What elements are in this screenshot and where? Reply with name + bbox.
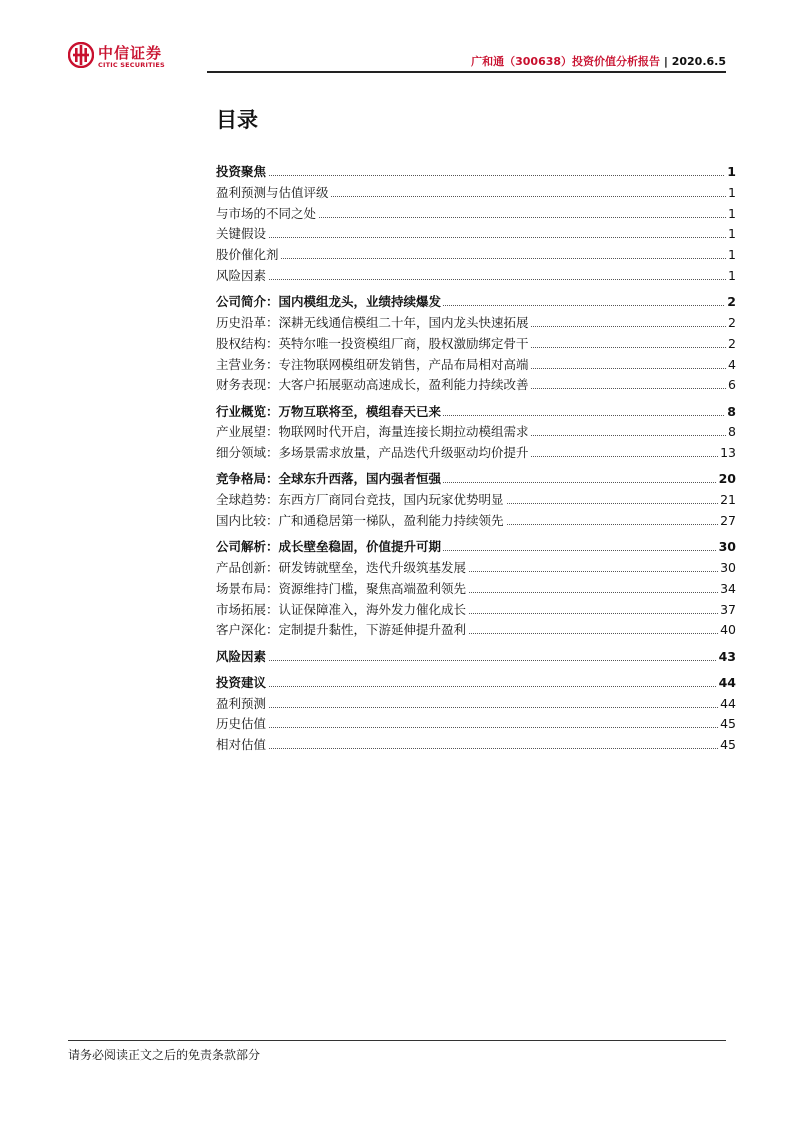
- toc-subsection-entry[interactable]: [216, 601, 736, 619]
- toc-subsection-entry[interactable]: [216, 512, 736, 530]
- citic-logo: [68, 42, 178, 72]
- toc-entry-page: 44: [720, 695, 736, 711]
- toc-entry-page: 30: [720, 560, 736, 575]
- toc-subsection-entry[interactable]: [216, 376, 736, 394]
- toc-entry-title: 历史估值: [216, 716, 267, 732]
- toc-entry-page: 45: [720, 737, 736, 753]
- toc-entry-title: 客户深化：定制提升黏性，下游延伸提升盈利: [216, 622, 467, 638]
- toc-entry-page: 20: [718, 471, 736, 487]
- toc-entry-page: 1: [728, 226, 736, 242]
- toc-subsection-entry[interactable]: [216, 267, 736, 285]
- toc-entry-title: 股权结构：英特尔唯一投资模组厂商，股权激励绑定骨干: [216, 335, 529, 351]
- toc-section-entry[interactable]: [216, 648, 736, 666]
- toc-entry-page: 43: [718, 648, 736, 664]
- toc-section-entry[interactable]: [216, 403, 736, 421]
- toc-entry-title: 公司简介：国内模组龙头，业绩持续爆发: [216, 294, 442, 310]
- toc-subsection-entry[interactable]: [216, 184, 736, 202]
- page-header: [0, 0, 793, 80]
- logo-english-name: CITIC SECURITIES: [98, 61, 165, 69]
- toc-subsection-entry[interactable]: [216, 205, 736, 223]
- toc-leader-dots: [216, 175, 736, 176]
- toc-entry-title: 公司解析：成长壁垒稳固，价值提升可期: [216, 539, 442, 555]
- toc-entry-title: 相对估值: [216, 737, 267, 753]
- toc-entry-page: 6: [728, 377, 736, 393]
- toc-leader-dots: [216, 258, 736, 259]
- toc-entry-title: 风险因素: [216, 268, 267, 283]
- toc-entry-page: 21: [720, 492, 736, 508]
- toc-entry-page: 45: [720, 716, 736, 732]
- toc-entry-title: 财务表现：大客户拓展驱动高速成长，盈利能力持续改善: [216, 377, 529, 393]
- toc-entry-title: 场景布局：资源维持门槛，聚焦高端盈利领先: [216, 580, 467, 596]
- toc-entry-title: 行业概览：万物互联将至，模组春天已来: [216, 403, 442, 419]
- toc-entry-title: 市场拓展：认证保障准入，海外发力催化成长: [216, 601, 467, 617]
- toc-subsection-entry[interactable]: [216, 580, 736, 598]
- toc-entry-title: 全球趋势：东西方厂商同台竞技，国内玩家优势明显: [216, 492, 504, 508]
- toc-section-entry[interactable]: [216, 674, 736, 692]
- header-divider: [207, 71, 726, 73]
- report-date: 2020.6.5: [671, 55, 726, 68]
- toc-subsection-entry[interactable]: [216, 736, 736, 754]
- toc-subsection-entry[interactable]: [216, 335, 736, 353]
- footer-divider: [68, 1040, 726, 1041]
- toc-entry-title: 投资聚焦: [216, 164, 267, 179]
- toc-subsection-entry[interactable]: [216, 314, 736, 332]
- toc-entry-page: 44: [718, 674, 736, 690]
- toc-entry-page: 13: [720, 445, 736, 461]
- toc-subsection-entry[interactable]: [216, 491, 736, 509]
- toc-entry-title: 产业展望：物联网时代开启，海量连接长期拉动模组需求: [216, 424, 529, 440]
- toc-subsection-entry[interactable]: [216, 423, 736, 441]
- toc-section-entry[interactable]: [216, 538, 736, 556]
- toc-leader-dots: [216, 748, 736, 749]
- toc-entry-page: 37: [720, 601, 736, 617]
- page-title: 目录: [216, 108, 258, 132]
- toc-entry-page: 30: [718, 539, 736, 555]
- logo-chinese-name: 中信证券: [98, 44, 163, 62]
- toc-section-entry[interactable]: [216, 293, 736, 311]
- toc-entry-page: 1: [728, 247, 736, 263]
- toc-subsection-entry[interactable]: [216, 356, 736, 374]
- report-header-title: [471, 53, 726, 69]
- toc-subsection-entry[interactable]: [216, 621, 736, 639]
- toc-entry-title: 历史沿革：深耕无线通信模组二十年，国内龙头快速拓展: [216, 315, 529, 330]
- toc-entry-page: 1: [727, 164, 736, 179]
- toc-entry-page: 1: [728, 184, 736, 200]
- toc-entry-page: 27: [720, 513, 736, 528]
- toc-leader-dots: [216, 707, 736, 708]
- toc-entry-page: 2: [728, 315, 736, 330]
- toc-leader-dots: [216, 279, 736, 280]
- toc-subsection-entry[interactable]: [216, 246, 736, 264]
- toc-entry-page: 8: [728, 424, 736, 440]
- toc-entry-title: 竞争格局：全球东升西落，国内强者恒强: [216, 471, 442, 487]
- toc-entry-page: 40: [720, 622, 736, 638]
- toc-entry-title: 盈利预测: [216, 695, 267, 711]
- toc-subsection-entry[interactable]: [216, 715, 736, 733]
- report-title: 广和通（300638）投资价值分析报告: [471, 55, 661, 68]
- header-separator: |: [660, 55, 672, 68]
- toc-entry-page: 1: [728, 205, 736, 221]
- toc-entry-title: 关键假设: [216, 226, 267, 242]
- toc-entry-title: 股价催化剂: [216, 247, 279, 263]
- toc-entry-title: 盈利预测与估值评级: [216, 184, 329, 200]
- toc-entry-page: 8: [727, 403, 736, 419]
- toc-entry-page: 4: [728, 356, 736, 372]
- citic-logo-icon: [68, 42, 94, 68]
- toc-entry-page: 34: [720, 580, 736, 596]
- toc-section-entry[interactable]: [216, 163, 736, 181]
- toc-entry-title: 与市场的不同之处: [216, 205, 317, 221]
- toc-entry-title: 国内比较：广和通稳居第一梯队，盈利能力持续领先: [216, 513, 504, 528]
- toc-leader-dots: [216, 660, 736, 661]
- toc-leader-dots: [216, 727, 736, 728]
- toc-subsection-entry[interactable]: [216, 695, 736, 713]
- footer-disclaimer: 请务必阅读正文之后的免责条款部分: [68, 1048, 261, 1062]
- toc-entry-title: 投资建议: [216, 674, 267, 690]
- toc-entry-title: 细分领域：多场景需求放量，产品迭代升级驱动均价提升: [216, 445, 529, 461]
- toc-entry-page: 1: [728, 268, 736, 283]
- toc-entry-title: 风险因素: [216, 648, 267, 664]
- toc-entry-title: 产品创新：研发铸就壁垒，迭代升级筑基发展: [216, 560, 467, 575]
- toc-leader-dots: [216, 686, 736, 687]
- toc-entry-title: 主营业务：专注物联网模组研发销售，产品布局相对高端: [216, 356, 529, 372]
- toc-leader-dots: [216, 237, 736, 238]
- toc-subsection-entry[interactable]: [216, 444, 736, 462]
- toc-section-entry[interactable]: [216, 470, 736, 488]
- toc-subsection-entry[interactable]: [216, 559, 736, 577]
- toc-entry-page: 2: [728, 335, 736, 351]
- toc-entry-page: 2: [727, 294, 736, 310]
- toc-subsection-entry[interactable]: [216, 225, 736, 243]
